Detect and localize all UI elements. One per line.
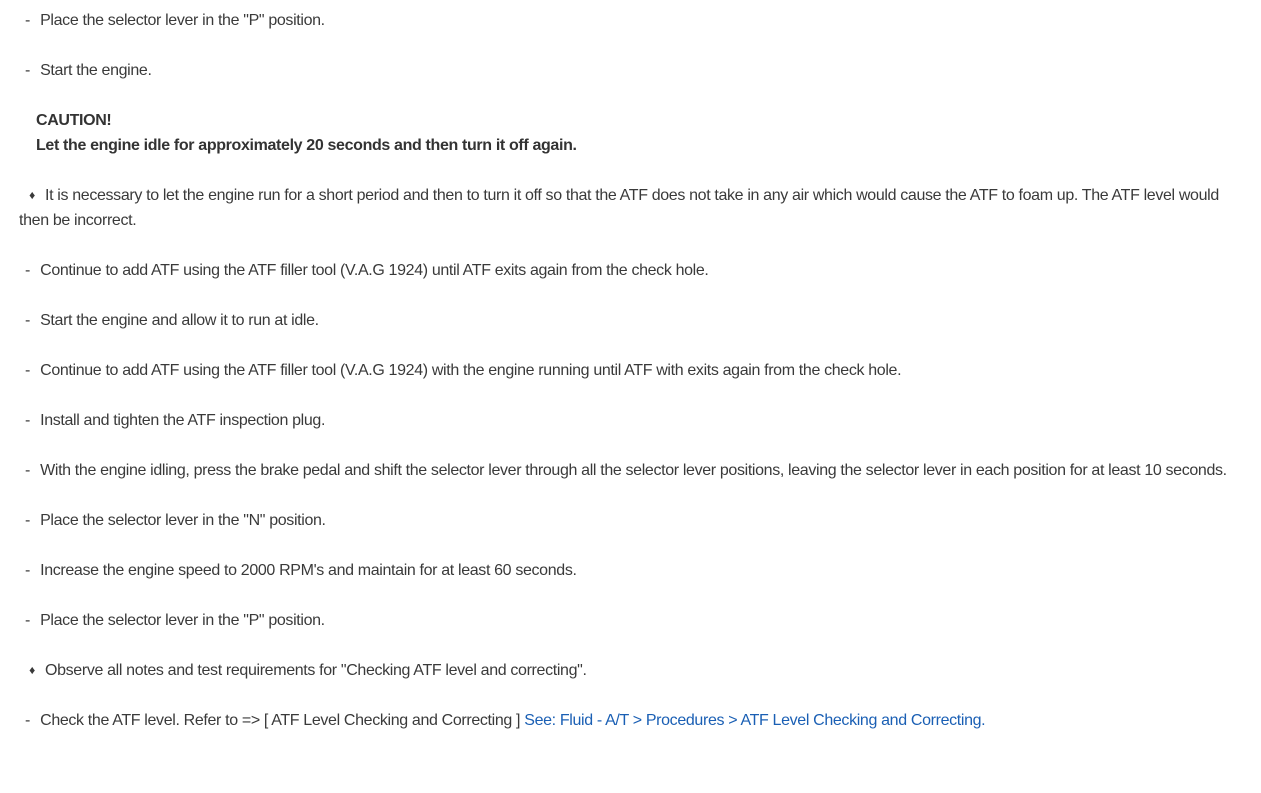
- dash-marker: -: [25, 712, 30, 729]
- step-text: Start the engine.: [40, 62, 152, 79]
- note-text: Observe all notes and test requirements for "Checking ATF level and correcting".: [45, 662, 587, 679]
- note-item: [19, 658, 1241, 683]
- dash-marker: -: [25, 262, 30, 279]
- step-item: [19, 608, 1241, 633]
- note-text: It is necessary to let the engine run for a short period and then to turn it off so that the ATF does not take in any air which would cause the ATF to foam up. The ATF level would then be incorrect.: [19, 187, 1219, 229]
- step-text: Place the selector lever in the "N" position.: [40, 512, 326, 529]
- step-text: Increase the engine speed to 2000 RPM's and maintain for at least 60 seconds.: [40, 562, 577, 579]
- atf-level-procedure-link[interactable]: See: Fluid - A/T > Procedures > ATF Level Checking and Correcting.: [524, 712, 986, 729]
- caution-title: CAUTION!: [36, 112, 112, 129]
- dash-marker: -: [25, 362, 30, 379]
- step-text: Continue to add ATF using the ATF filler tool (V.A.G 1924) with the engine running until ATF with exits again from the check hole.: [40, 362, 902, 379]
- step-item: [19, 8, 1241, 33]
- step-text: With the engine idling, press the brake pedal and shift the selector lever through all the selector lever positions, leaving the selector lever in each position for at least 10 seconds.: [40, 462, 1227, 479]
- step-item: [19, 558, 1241, 583]
- dash-marker: -: [25, 12, 30, 29]
- step-text: Continue to add ATF using the ATF filler tool (V.A.G 1924) until ATF exits again from the check hole.: [40, 262, 709, 279]
- step-item: [19, 258, 1241, 283]
- step-item: [19, 708, 1241, 733]
- dash-marker: -: [25, 612, 30, 629]
- step-item: [19, 408, 1241, 433]
- step-item: [19, 508, 1241, 533]
- caution-block: [19, 108, 1241, 158]
- step-text: Start the engine and allow it to run at idle.: [40, 312, 319, 329]
- step-text: Install and tighten the ATF inspection plug.: [40, 412, 326, 429]
- step-text: Place the selector lever in the "P" position.: [40, 12, 325, 29]
- step-item: [19, 308, 1241, 333]
- dash-marker: -: [25, 512, 30, 529]
- diamond-bullet-icon: ♦: [29, 663, 35, 677]
- dash-marker: -: [25, 562, 30, 579]
- caution-text: Let the engine idle for approximately 20 seconds and then turn it off again.: [36, 137, 577, 154]
- dash-marker: -: [25, 62, 30, 79]
- dash-marker: -: [25, 312, 30, 329]
- diamond-bullet-icon: ♦: [29, 188, 35, 202]
- step-text: Place the selector lever in the "P" position.: [40, 612, 325, 629]
- step-text: Check the ATF level. Refer to => [ ATF Level Checking and Correcting ]: [40, 712, 521, 729]
- step-item: [19, 458, 1241, 483]
- dash-marker: -: [25, 462, 30, 479]
- note-item: [19, 183, 1241, 233]
- step-item: [19, 58, 1241, 83]
- step-item: [19, 358, 1241, 383]
- dash-marker: -: [25, 412, 30, 429]
